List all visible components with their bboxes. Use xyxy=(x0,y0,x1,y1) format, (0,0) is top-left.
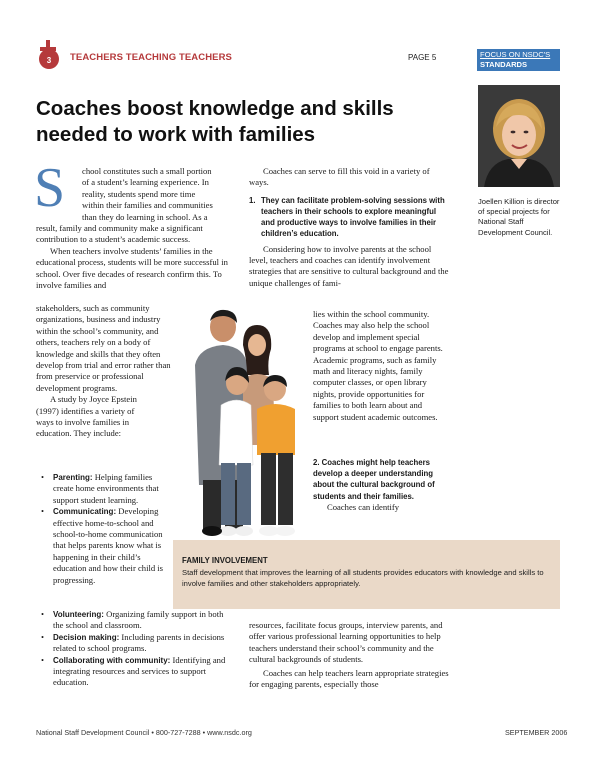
paragraph: result, family and community make a significant contribution to a student’s academic success. xyxy=(36,223,203,245)
focus-badge-line1[interactable]: FOCUS ON NSDC'S xyxy=(480,50,551,59)
list-text: Helping families create home environments that support student learning. xyxy=(53,472,159,505)
standard-callout-box xyxy=(173,540,560,609)
paragraph: lies within the school community. Coaches may also help the school develop and implement special programs at school to engage parents. Academic programs, such as family math and literacy nights, family computer classes, or open library nights, provide opportunities for families to both learn about and support student academic outcomes. xyxy=(313,309,443,422)
paragraph: When teachers involve students’ families in the educational process, students will be more successful in school. Over five decades of research confirm this. To involve families and xyxy=(36,245,228,291)
list-text: Developing effective home-to-school and school-to-home communication that helps parents know what is happening in their child’s education and how their child is progressing. xyxy=(53,506,164,585)
list-item: • Communicating: Developing effective home-to-school and school-to-home communication that helps parents know what is happening in their child’s education and how their child is progressing. xyxy=(41,506,164,585)
paragraph: Coaches can serve to fill this void in a variety of ways. xyxy=(249,166,430,188)
paragraph: stakeholders, such as community organizations, business and industry within the school’s community, and others, teachers rely on a body of knowledge and skills that they often develop from trial and error rather than from preservice or professional development programs. xyxy=(36,303,171,393)
item-heading: 2. Coaches might help teachers develop a deeper understanding about the cultural background of students and their families. xyxy=(313,458,435,501)
list-term: Volunteering: xyxy=(53,610,104,619)
author-bio: Joellen Killion is director of special projects for National Staff Development Council. xyxy=(478,197,560,237)
list-item: • Decision making: Including parents in decisions related to school programs. xyxy=(41,631,225,654)
list-text: Organizing family support in both the school and classroom. xyxy=(53,609,224,631)
callout-text: Staff development that improves the learning of all students provides educators with knowledge and skills to involve families and other stakeholders appropriately. xyxy=(182,568,544,588)
paragraph: Coaches can identify xyxy=(327,501,400,512)
page-number: PAGE 5 xyxy=(408,53,437,62)
focus-badge[interactable] xyxy=(477,49,560,71)
author-portrait-image xyxy=(478,85,560,187)
item-number: 1. xyxy=(249,195,256,205)
family-photo-image xyxy=(185,305,305,545)
article-headline xyxy=(36,96,456,148)
wrap-line: reality, students spend more time xyxy=(82,188,196,199)
list-term: Parenting: xyxy=(53,473,93,482)
logo-number: 3 xyxy=(46,56,52,65)
list-item: • Volunteering: Organizing family support in both the school and classroom. xyxy=(41,609,224,631)
paragraph: Considering how to involve parents at the school level, teachers and coaches can identify involvement strategies that are sensitive to cultural background and the unique challenges of fami- xyxy=(249,243,449,288)
footer-issue-date: SEPTEMBER 2006 xyxy=(505,728,568,737)
callout-title: FAMILY INVOLVEMENT xyxy=(182,556,268,565)
drop-cap: S xyxy=(34,157,66,219)
wrap-line: within their families and communities xyxy=(82,200,213,211)
involvement-list xyxy=(41,472,174,586)
list-term: Decision making: xyxy=(53,632,120,642)
article-column-2-narrow xyxy=(313,309,449,423)
list-item: • Collaborating with community: Identifying and integrating resources and services to support education. xyxy=(41,654,226,688)
wrap-line: chool constitutes such a small portion xyxy=(82,166,212,176)
numbered-item-2 xyxy=(313,457,443,513)
list-term: Communicating: xyxy=(53,507,117,517)
headline-line-1: Coaches boost knowledge and skills xyxy=(36,97,394,120)
list-text: Including parents in decisions related to school programs. xyxy=(53,631,225,654)
article-column-2-bottom xyxy=(249,620,449,690)
wrap-line: of a student’s learning experience. In xyxy=(82,177,209,188)
newsletter-logo-icon xyxy=(32,36,66,70)
wrap-line: than they do learning in school. As a xyxy=(82,211,208,222)
paragraph: Coaches can help teachers learn appropriate strategies for engaging parents, especially those xyxy=(249,667,449,690)
item-heading: They can facilitate problem-solving sessions with teachers in their schools to explore meaningful and productive ways to involve families in their children’s education. xyxy=(261,195,445,239)
list-text: Identifying and integrating resources and services to support education. xyxy=(53,654,226,688)
footer-publisher-info: National Staff Development Council • 800-727-7288 • www.nsdc.org xyxy=(36,728,252,737)
section-title: TEACHERS TEACHING TEACHERS xyxy=(70,52,232,63)
article-column-2 xyxy=(249,166,449,289)
paragraph: resources, facilitate focus groups, interview parents, and offer various professional learning opportunities to help teachers understand their school’s community and the cultural backgrounds of students. xyxy=(249,620,443,665)
numbered-item-1 xyxy=(249,195,449,240)
list-item: • Parenting: Helping families create home environments that support student learning. xyxy=(41,472,159,505)
focus-badge-line2: STANDARDS xyxy=(480,60,528,69)
list-term: Collaborating with community: xyxy=(53,655,171,665)
involvement-list-cont xyxy=(41,609,233,689)
article-column-1-narrow xyxy=(36,303,176,440)
headline-line-2: needed to work with families xyxy=(36,123,316,146)
article-column-1 xyxy=(36,166,236,291)
paragraph: A study by Joyce Epstein (1997) identifies a variety of ways to involve families in education. They include: xyxy=(36,394,137,439)
